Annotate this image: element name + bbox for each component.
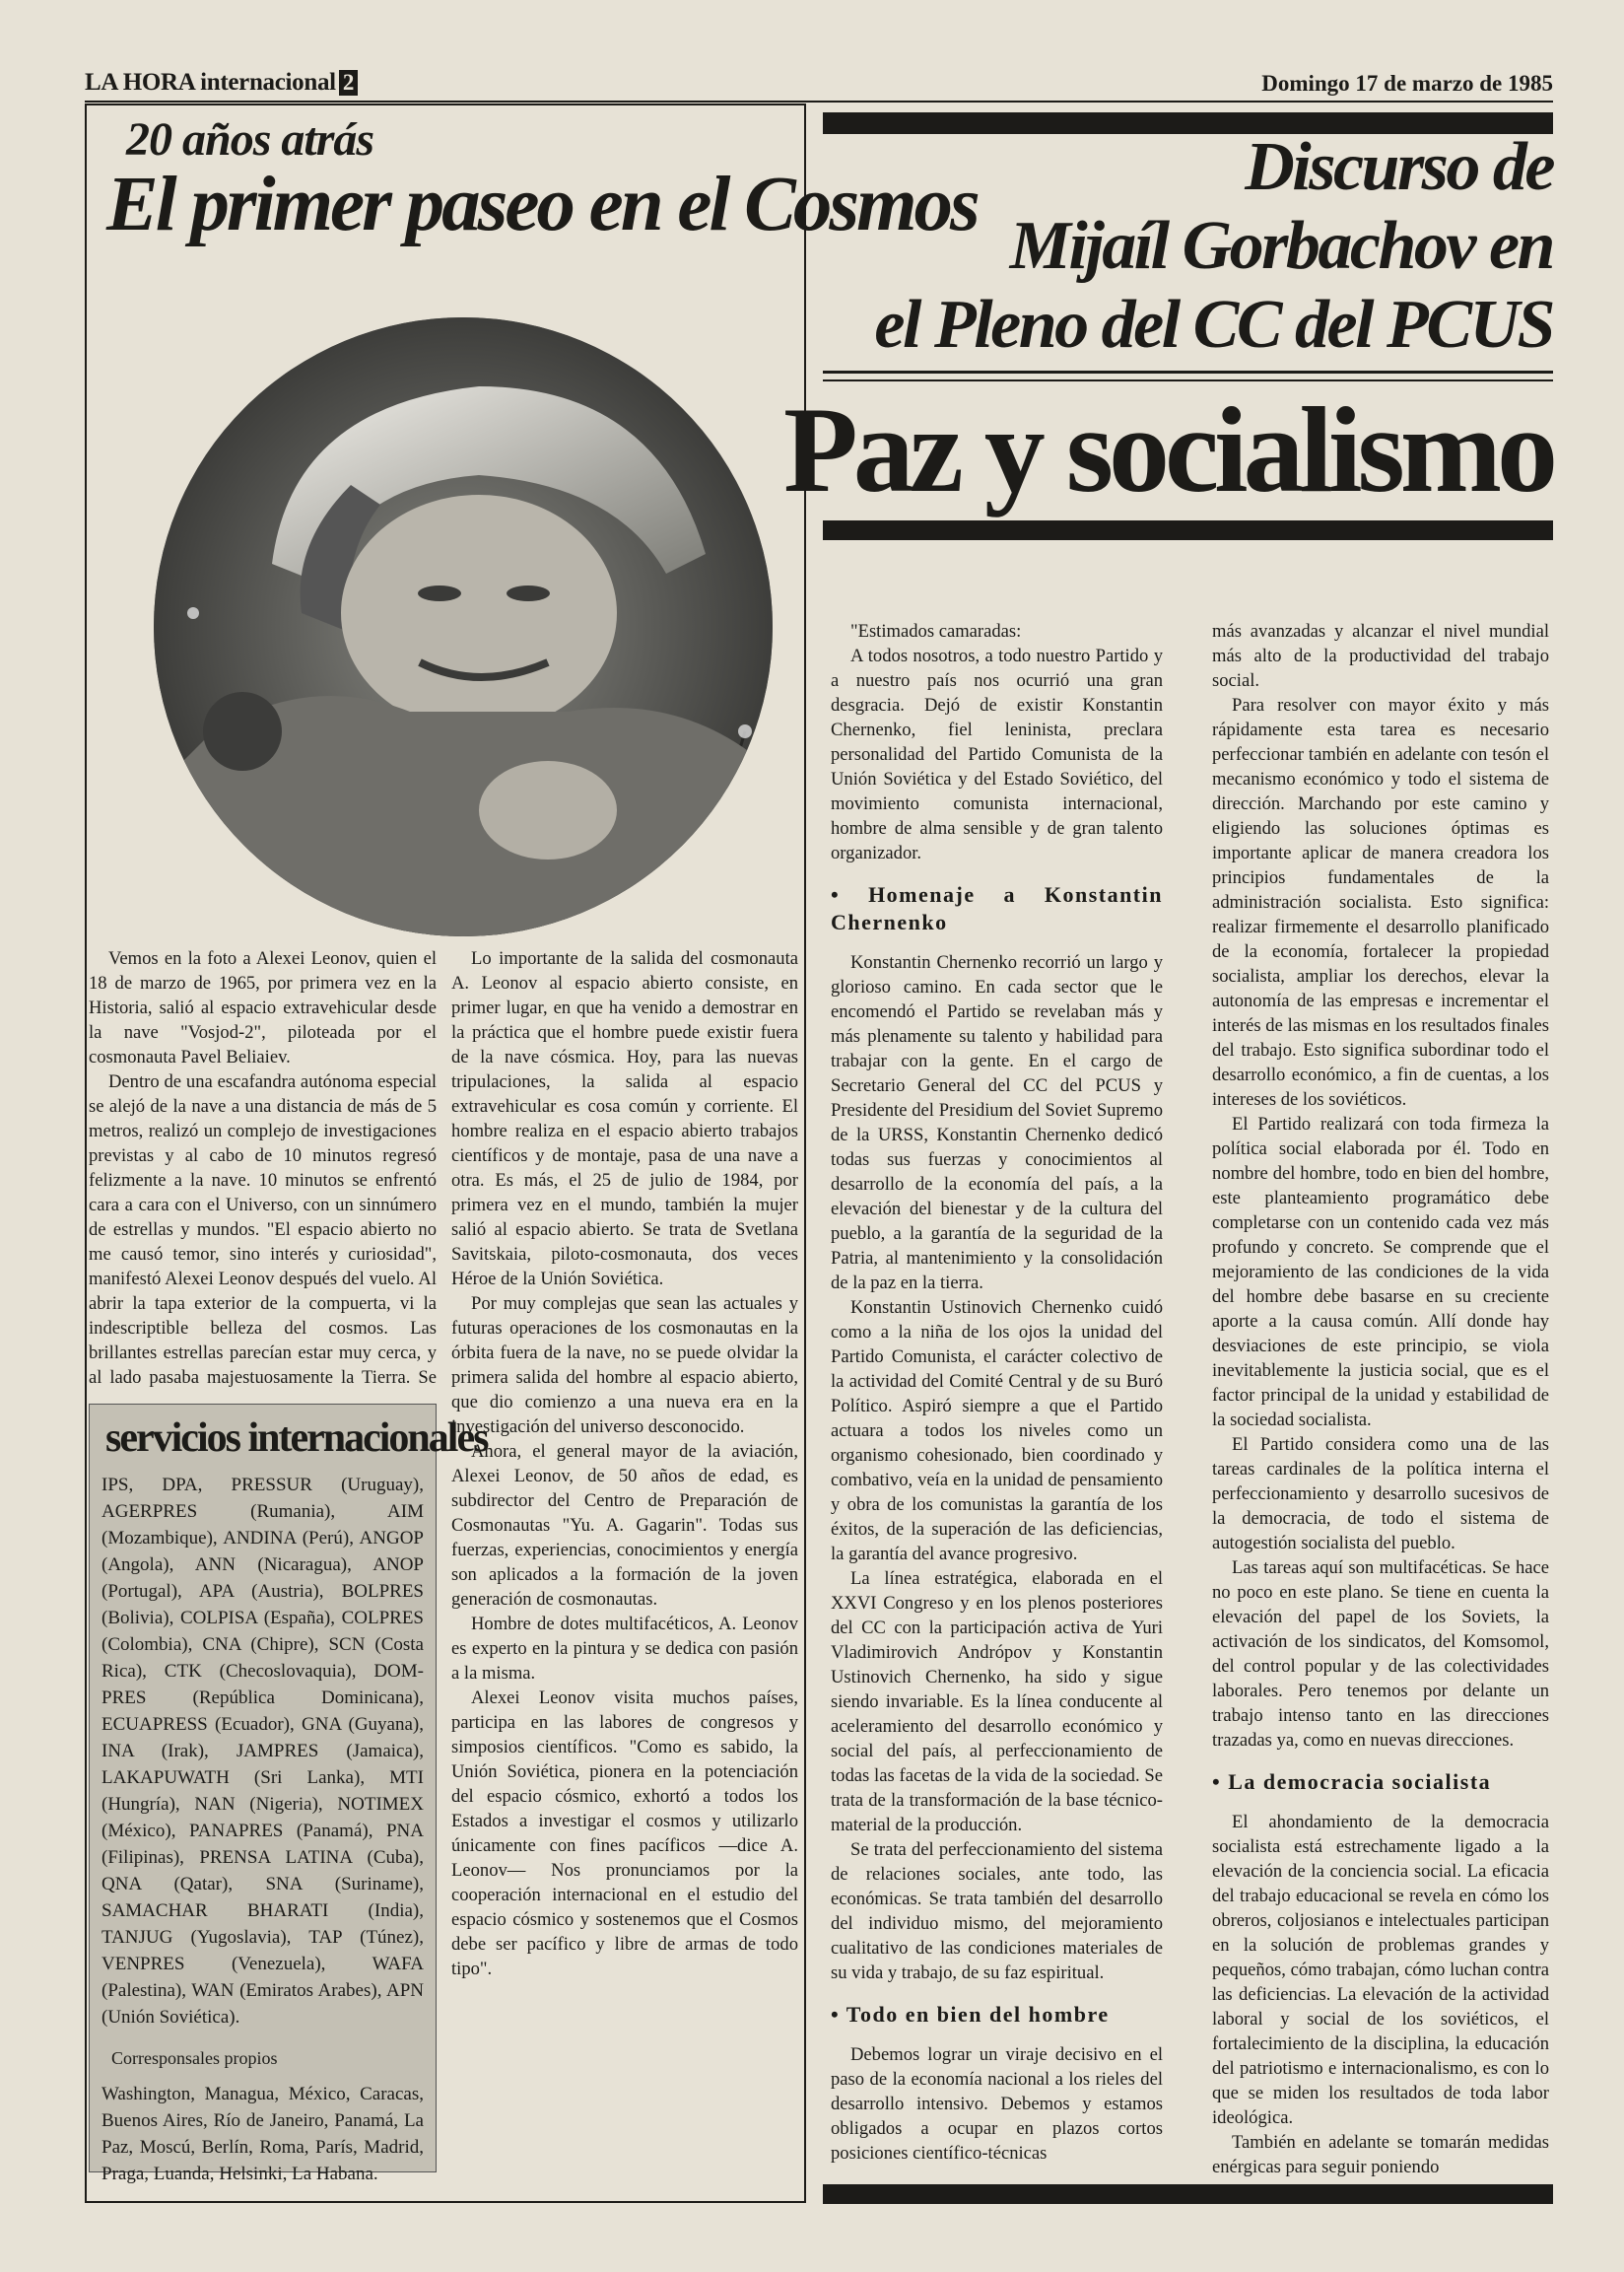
feature-para: Dentro de una escafandra autónoma especial se alejó de la nave a una distancia de más de 5 metros, realizó un complejo de investigaciones previstas y al cabo de 10 minutos regresó felizmente a la nave. 10 minutos se enfrentó cara a cara con el Universo, con un sinnúmero de estrellas y mundos. "El espacio abierto no me causó temor, sino interés y curiosidad", manifestó Alexei Leonov después del vuelo. Al abrir la tapa exterior de la compuerta, vi la indescriptible belleza del cosmos. Las brillantes estrellas parecían estar muy cerca, y al lado pasaba majestuosamente la Tierra. Se	[89, 1071, 437, 1388]
services-title: servicios internacionales	[105, 1415, 488, 1461]
feature-kicker: 20 años atrás	[126, 113, 374, 166]
speech-title-line1: Discurso de	[1245, 129, 1553, 205]
title-rule-thin	[823, 379, 1553, 381]
feature-para: Alexei Leonov visita muchos países, participa en las labores de congresos y simposios científicos. "Como es sabido, la Unión Soviética, pionera en la potenciación del espacio cósmico, exhortó a todos los Estados a investigar el cosmos y utilizarlo únicamente con fines pacíficos —dice A. Leonov— Nos pronunciamos por la cooperación internacional en el estudio del espacio cósmico y sostenemos que el Cosmos debe ser pacífico y libre de armas de todo tipo".	[451, 1687, 798, 1979]
speech-para: Para resolver con mayor éxito y más rápidamente esta tarea es necesario perfeccionar también en adelante con tesón el mecanismo económico y todo el sistema de dirección. Marchando por este camino y eligiendo las soluciones óptimas es importante aplicar de manera creadora los principios fundamentales de la administración socialista. Esto significa: realizar firmemente el desarrollo planificado de la economía, fortalecer la propiedad socialista, ampliar los derechos, elevar la autonomía de las empresas e incrementar el interés de las mismas en los resultados finales del trabajo. Esto significa subordinar todo el desarrollo económico, a fin de cuentas, a los intereses de los soviéticos.	[1212, 695, 1549, 1110]
speech-col2	[1212, 619, 1549, 2176]
speech-para: A todos nosotros, a todo nuestro Partido y a nuestro país nos ocurrió una gran desgracia. Dejó de existir Konstantin Chernenko, fiel leninista, preclara personalidad del Partido Comunista de la Unión Soviética y del Estado Soviético, del movimiento comunista internacional, hombre de alma sensible y de gran talento organizador.	[831, 646, 1163, 863]
speech-subheading: • La democracia socialista	[1212, 1769, 1492, 1794]
speech-title	[765, 128, 1553, 365]
speech-para: Se trata del perfeccionamiento del sistema de relaciones sociales, ante todo, las económicas. Se trata también del desarrollo del individuo mismo, del mejoramiento cualitativo de las condiciones materiales de su vida y trabajo, de su faz espiritual.	[831, 1839, 1163, 1983]
services-agencies: IPS, DPA, PRESSUR (Uruguay), AGERPRES (Rumania), AIM (Mozambique), ANDINA (Perú), ANGOP (Angola), ANN (Nicaragua), ANOP (Portugal), APA (Austria), BOLPRES (Bolivia), COLPISA (España), COLPRES (Colombia), CNA (Chipre), SCN (Costa Rica), CTK (Checoslovaquia), DOM-PRES (República Dominicana), ECUAPRESS (Ecuador), GNA (Guyana), INA (Irak), JAMPRES (Jamaica), LAKAPUWATH (Sri Lanka), MTI (Hungría), NAN (Nigeria), NOTIMEX (México), PANAPRES (Panamá), PNA (Filipinas), PRENSA LATINA (Cuba), QNA (Qatar), SNA (Suriname), SAMACHAR BHARATI (India), TANJUG (Yugoslavia), TAP (Túnez), VENPRES (Venezuela), WAFA (Palestina), WAN (Emiratos Arabes), APN (Unión Soviética).	[102, 1475, 424, 2028]
speech-para: El Partido considera como una de las tareas cardinales de la política interna el perfeccionamiento y desarrollo sucesivos de la democracia, de todo el sistema de autogestión socialista del pueblo.	[1212, 1434, 1549, 1553]
cosmonaut-photo	[154, 317, 773, 936]
feature-para: Hombre de dotes multifacéticos, A. Leonov es experto en la pintura y se dedica con pasión a la misma.	[451, 1614, 798, 1684]
speech-para: La línea estratégica, elaborada en el XXVI Congreso y en los plenos posteriores del CC con la participación activa de Yuri Vladimirovich Andrópov y Konstantin Ustinovich Chernenko, ha sido y sigue siendo invariable. Es la línea conducente al aceleramiento del desarrollo económico y social del país, al perfeccionamiento de todas las facetas de la vida de la sociedad. Se trata de la transformación de la base técnico-material de la producción.	[831, 1568, 1163, 1835]
feature-para: Vemos en la foto a Alexei Leonov, quien el 18 de marzo de 1965, por primera vez en la Historia, salió al espacio extravehicular desde la nave "Vosjod-2", piloteada por el cosmonauta Pavel Beliaiev.	[89, 948, 437, 1067]
services-correspondents: Washington, Managua, México, Caracas, Buenos Aires, Río de Janeiro, Panamá, La Paz, Moscú, Berlín, Roma, París, Madrid, Praga, Luanda, Helsinki, La Habana.	[102, 2084, 424, 2184]
speech-para: También en adelante se tomarán medidas enérgicas para seguir poniendo	[1212, 2132, 1549, 2176]
feature-para: Ahora, el general mayor de la aviación, Alexei Leonov, de 50 años de edad, es subdirector del Centro de Preparación de Cosmonautas "Yu. A. Gagarin". Todas sus fuerzas, experiencias, conocimientos y energía son aplicados a la formación de la joven generación de cosmonautas.	[451, 1441, 798, 1610]
services-box	[89, 1404, 488, 2184]
masthead-date: Domingo 17 de marzo de 1985	[1261, 71, 1553, 96]
speech-para: El Partido realizará con toda firmeza la política social elaborada por él. Todo en nombre del hombre, todo en bien del hombre, este planteamiento programático debe completarse con un contenido cada vez más profundo y concreto. Se comprende que el mejoramiento de las condiciones de la vida del hombre debe basarse en su creciente aporte a la causa común. Allí donde hay desviaciones de este principio, se viola inevitablemente la justicia social, que es el factor principal de la unidad y estabilidad de la sociedad socialista.	[1212, 1114, 1549, 1430]
paper-name: LA HORA internacional	[85, 69, 336, 96]
title-rule	[823, 371, 1553, 374]
speech-subheading: • Todo en bien del hombre	[831, 2002, 1110, 2027]
feature-body-col1	[89, 946, 437, 1390]
main-headline: Paz y socialismo	[783, 382, 1553, 517]
speech-title-line2: Mijaíl Gorbachov en	[1009, 208, 1553, 284]
speech-col1	[831, 619, 1163, 2176]
bottom-rule-bar	[823, 2184, 1553, 2204]
masthead-rule	[85, 101, 1553, 103]
speech-para: Konstantin Ustinovich Chernenko cuidó como a la niña de los ojos la unidad del Partido Comunista, el carácter colectivo de la actividad del Comité Central y de su Buró Político. Aspiró siempre a que el Partido actuara a todos los niveles como un organismo cohesionado, bien coordinado y combativo, veía en la unidad de pensamiento y obra de los comunistas la garantía de los éxitos, de la superación de las deficiencias, la garantía del avance progresivo.	[831, 1297, 1163, 1564]
feature-headline: El primer paseo en el Cosmos	[106, 162, 978, 247]
speech-para: Debemos lograr un viraje decisivo en el paso de la economía nacional a los rieles del desarrollo intensivo. Debemos y estamos obligados a ocupar en plazos cortos posiciones científico-técnicas	[831, 2044, 1163, 2164]
speech-title-line3: el Pleno del CC del PCUS	[874, 287, 1553, 363]
feature-para: Por muy complejas que sean las actuales y futuras operaciones de los cosmonautas en la órbita fuera de la nave, no se puede olvidar la primera salida del hombre al espacio abierto, que dio comienzo a una nueva era en la investigación del universo desconocido.	[451, 1293, 798, 1437]
speech-subheading: • Homenaje a Konstantin Chernenko	[831, 882, 1163, 934]
speech-para: "Estimados camaradas:	[850, 621, 1022, 642]
masthead-paper-name	[85, 69, 358, 97]
speech-para: más avanzadas y alcanzar el nivel mundial más alto de la productividad del trabajo social.	[1212, 621, 1549, 691]
cosmonaut-photo-illustration	[154, 317, 773, 936]
speech-para: Las tareas aquí son multifacéticas. Se hace no poco en este plano. Se tiene en cuenta la elevación del papel de los Soviets, la activación de los sindicatos, del Komsomol, del control popular y de las colectividades laborales. Pero tenemos por delante un trabajo intenso tanto en las direcciones trazadas ya, como en nuevas direcciones.	[1212, 1557, 1549, 1751]
speech-para: El ahondamiento de la democracia socialista está estrechamente ligado a la elevación de la conciencia social. La eficacia del trabajo educacional se revela en cómo los obreros, coljosianos e intelectuales participan en la solución de problemas grandes y pequeños, cómo trabajan, cómo luchan contra las deficiencias. La elevación de la actividad laboral y social de los soviéticos, el fortalecimiento de la disciplina, la educación del patriotismo e internacionalismo, es con lo que se miden los resultados de toda labor ideológica.	[1212, 1812, 1549, 2128]
feature-para: Lo importante de la salida del cosmonauta A. Leonov al espacio abierto consiste, en primer lugar, en que ha venido a demostrar en la práctica que el hombre puede existir fuera de la nave cósmica. Hoy, para las nuevas tripulaciones, la salida al espacio extravehicular es cosa común y corriente. El hombre realiza en el espacio abierto trabajos científicos y de montaje, pasa de una nave a otra. Es más, el 25 de julio de 1984, por primera vez en el mundo, también la mujer salió al espacio abierto. Se trata de Svetlana Savitskaia, piloto-cosmonauta, dos veces Héroe de la Unión Soviética.	[451, 948, 798, 1289]
services-correspondents-heading: Corresponsales propios	[111, 2048, 278, 2068]
speech-para: Konstantin Chernenko recorrió un largo y glorioso camino. En cada sector que le encomendó el Partido se revelaban más y más plenamente su talento y habilidad para trabajar con la gente. En el cargo de Secretario General del CC del PCUS y Presidente del Presidium del Soviet Supremo de la URSS, Konstantin Chernenko dedicó todas sus fuerzas y conocimientos al desarrollo de la economía del país, a la elevación del bienestar y de la cultura del pueblo, a la garantía de la seguridad de la Patria, al mantenimiento y la consolidación de la paz en la tierra.	[831, 952, 1163, 1293]
page-number: 2	[339, 70, 358, 96]
headline-bar	[823, 520, 1553, 540]
feature-body-col2	[451, 946, 798, 2188]
